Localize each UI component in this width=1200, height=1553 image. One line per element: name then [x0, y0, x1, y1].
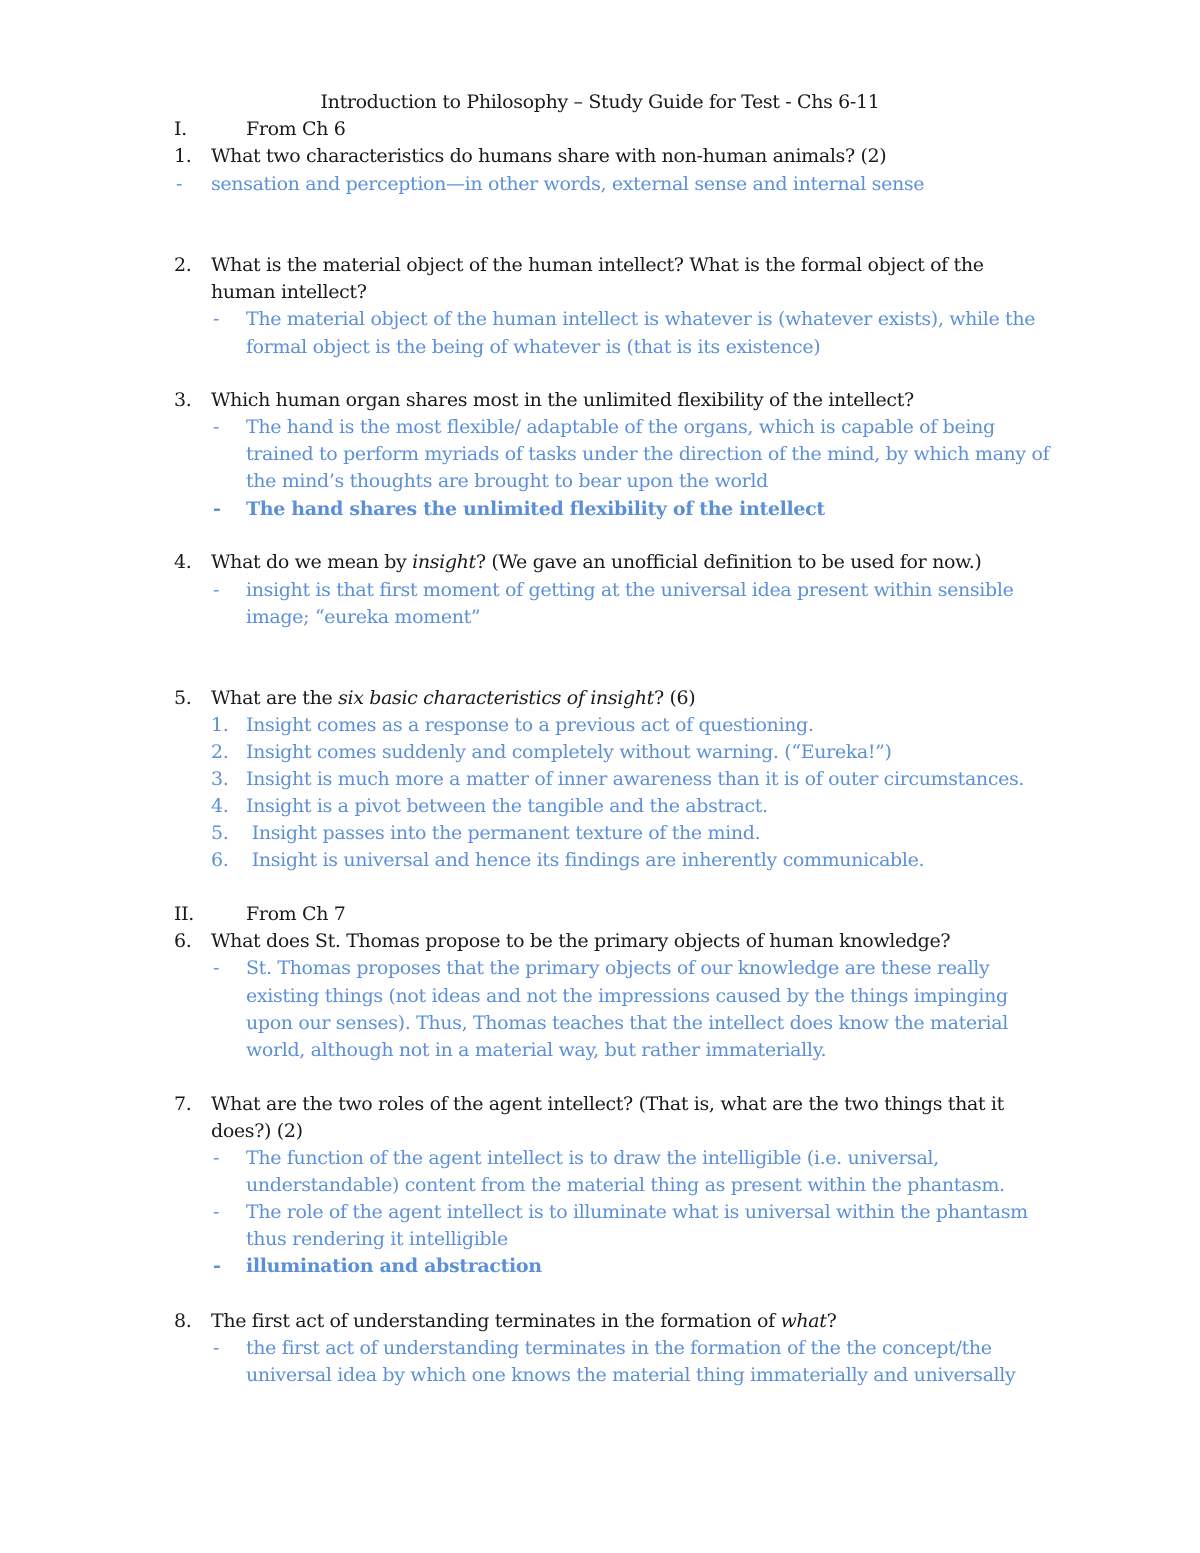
answer-text: the first act of understanding terminates in the formation of the the concept/the: [246, 1337, 992, 1359]
answer-dash: -: [213, 1147, 220, 1169]
answer-dash: -: [213, 498, 221, 520]
answer-text: The material object of the human intellect is whatever is (whatever exists), while the: [246, 308, 1036, 330]
list-item-text: Insight is much more a matter of inner awareness than it is of outer circumstances.: [246, 768, 1025, 790]
list-item-number: 1.: [211, 714, 229, 736]
question-number: 2.: [174, 254, 192, 276]
list-item-number: 2.: [211, 741, 229, 763]
question-text: human intellect?: [211, 281, 367, 303]
question-number: 8.: [174, 1310, 192, 1332]
list-item-text: Insight is a pivot between the tangible and the abstract.: [246, 795, 768, 817]
question-number: 3.: [174, 389, 192, 411]
question-number: 7.: [174, 1093, 192, 1115]
question-text: What two characteristics do humans share with non-human animals? (2): [211, 145, 887, 167]
list-item-number: 4.: [211, 795, 229, 817]
question-number: 1.: [174, 145, 192, 167]
answer-bold-text: illumination and abstraction: [246, 1255, 542, 1277]
question-text-end: ?: [826, 1310, 837, 1332]
answer-dash: -: [213, 957, 220, 979]
answer-text: upon our senses). Thus, Thomas teaches that the intellect does know the material: [246, 1012, 1008, 1034]
answer-text: image; “eureka moment”: [246, 606, 481, 628]
answer-dash: -: [213, 1337, 220, 1359]
answer-text: St. Thomas proposes that the primary objects of our knowledge are these really: [246, 957, 990, 979]
section-numeral: II.: [174, 903, 195, 925]
answer-text: existing things (not ideas and not the impressions caused by the things impinging: [246, 985, 1008, 1007]
question-text: does?) (2): [211, 1120, 303, 1142]
question-text: Which human organ shares most in the unlimited flexibility of the intellect?: [211, 389, 914, 411]
list-item-text: Insight passes into the permanent texture of the mind.: [246, 822, 761, 844]
list-item-text: Insight comes as a response to a previous act of questioning.: [246, 714, 814, 736]
answer-text: The role of the agent intellect is to illuminate what is universal within the phantasm: [246, 1201, 1028, 1223]
section-heading: From Ch 6: [246, 118, 346, 140]
answer-bold-text: The hand shares the unlimited flexibility of the intellect: [246, 498, 825, 520]
question-text-start: What do we mean by: [211, 551, 413, 573]
list-item-text: Insight comes suddenly and completely without warning. (“Eureka!”): [246, 741, 892, 763]
answer-text: formal object is the being of whatever is (that is its existence): [246, 336, 821, 358]
question-emphasis: what: [780, 1310, 827, 1332]
answer-dash: -: [213, 308, 220, 330]
question-text-end: ? (6): [653, 687, 696, 709]
question-text: What is the material object of the human intellect? What is the formal object of the: [211, 254, 984, 276]
answer-text: world, although not in a material way, but rather immaterially.: [246, 1039, 827, 1061]
question-text-end: ? (We gave an unofficial definition to be used for now.): [475, 551, 982, 573]
list-item-number: 5.: [211, 822, 229, 844]
question-number: 5.: [174, 687, 192, 709]
question-text: What are the two roles of the agent intellect? (That is, what are the two things that it: [211, 1093, 1004, 1115]
answer-dash: -: [213, 579, 220, 601]
section-heading: From Ch 7: [246, 903, 346, 925]
answer-text: The hand is the most flexible/ adaptable of the organs, which is capable of being: [246, 416, 995, 438]
answer-text: insight is that first moment of getting at the universal idea present within sensible: [246, 579, 1014, 601]
section-numeral: I.: [174, 118, 187, 140]
question-number: 4.: [174, 551, 192, 573]
answer-text: sensation and perception—in other words, external sense and internal sense: [211, 173, 925, 195]
question-text: What does St. Thomas propose to be the primary objects of human knowledge?: [211, 930, 951, 952]
list-item-text: Insight is universal and hence its findings are inherently communicable.: [246, 849, 925, 871]
answer-dash: -: [213, 416, 220, 438]
answer-dash: -: [176, 173, 183, 195]
question-text: [211, 1308, 836, 1335]
question-text-start: The first act of understanding terminates in the formation of: [211, 1310, 781, 1332]
question-text: [211, 685, 695, 712]
answer-text: universal idea by which one knows the material thing immaterially and universally: [246, 1364, 1016, 1386]
question-emphasis: insight: [412, 551, 476, 573]
list-item-number: 6.: [211, 849, 229, 871]
question-emphasis: six basic characteristics of insight: [338, 687, 654, 709]
answer-dash: -: [213, 1201, 220, 1223]
list-item-number: 3.: [211, 768, 229, 790]
answer-text: understandable) content from the material thing as present within the phantasm.: [246, 1174, 1005, 1196]
answer-text: the mind’s thoughts are brought to bear upon the world: [246, 470, 768, 492]
question-text: [211, 549, 981, 576]
question-number: 6.: [174, 930, 192, 952]
answer-text: thus rendering it intelligible: [246, 1228, 508, 1250]
answer-dash: -: [213, 1255, 221, 1277]
answer-text: trained to perform myriads of tasks under the direction of the mind, by which many of: [246, 443, 1050, 465]
document-title: Introduction to Philosophy – Study Guide for Test - Chs 6-11: [320, 91, 880, 113]
answer-text: The function of the agent intellect is to draw the intelligible (i.e. universal,: [246, 1147, 939, 1169]
question-text-start: What are the: [211, 687, 339, 709]
